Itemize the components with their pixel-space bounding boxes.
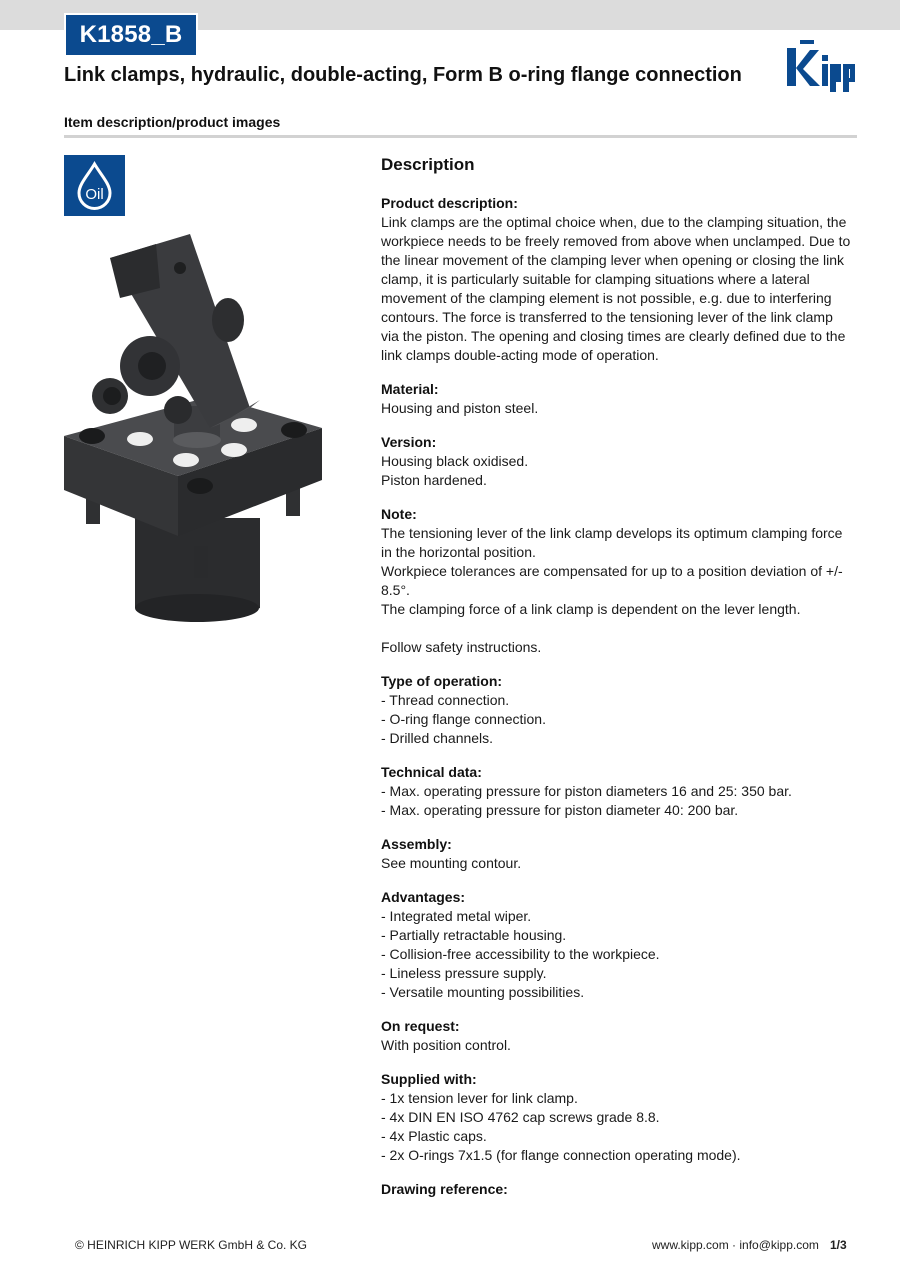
technical-section bbox=[381, 763, 851, 820]
note-line: The tensioning lever of the link clamp develops its optimum clamping force in the horizontal position. bbox=[381, 525, 843, 560]
note-title: Note: bbox=[381, 506, 417, 522]
advantage-line: - Lineless pressure supply. bbox=[381, 965, 547, 981]
section-divider bbox=[64, 135, 857, 138]
technical-line: - Max. operating pressure for piston diameter 40: 200 bar. bbox=[381, 802, 739, 818]
request-title: On request: bbox=[381, 1018, 460, 1034]
supplied-section bbox=[381, 1070, 851, 1165]
kipp-logo bbox=[784, 38, 858, 92]
product-description-text: Link clamps are the optimal choice when, due to the clamping situation, the workpiece needs to be freely removed from above when unclamped. Due to the linear movement of the clamping lever when opening or closing the link clamp, it is particularly suitable for clamping situations where a lateral movement of the clamping element is not possible, e.g. due to interfering contours. The force is transferred to the tensioning lever of the link clamp via the piston. The opening and closing times are clearly defined due to the link clamps double-acting mode of operation. bbox=[381, 214, 851, 363]
oil-drop-icon bbox=[64, 155, 125, 216]
oil-icon-label: Oil bbox=[85, 186, 104, 203]
technical-title: Technical data: bbox=[381, 764, 482, 780]
operation-line: - Drilled channels. bbox=[381, 730, 494, 746]
supplied-line: - 1x tension lever for link clamp. bbox=[381, 1090, 578, 1106]
request-text: With position control. bbox=[381, 1037, 511, 1053]
operation-section bbox=[381, 672, 851, 748]
note-gap bbox=[381, 619, 851, 638]
footer-copyright: © HEINRICH KIPP WERK GmbH & Co. KG bbox=[75, 1238, 307, 1252]
page-title: Link clamps, hydraulic, double-acting, Form B o-ring flange connection bbox=[64, 64, 742, 86]
supplied-line: - 4x Plastic caps. bbox=[381, 1128, 487, 1144]
description-panel bbox=[381, 154, 851, 1214]
assembly-section bbox=[381, 835, 851, 873]
version-line: Piston hardened. bbox=[381, 472, 487, 488]
drawing-title: Drawing reference: bbox=[381, 1181, 508, 1197]
version-line: Housing black oxidised. bbox=[381, 453, 529, 469]
page-number: 1/3 bbox=[830, 1238, 847, 1252]
description-heading: Description bbox=[381, 155, 475, 174]
material-title: Material: bbox=[381, 381, 439, 397]
note-line: Workpiece tolerances are compensated for up to a position deviation of +/- 8.5°. bbox=[381, 563, 843, 598]
advantage-line: - Partially retractable housing. bbox=[381, 927, 567, 943]
advantage-line: - Collision-free accessibility to the workpiece. bbox=[381, 946, 660, 962]
section-label: Item description/product images bbox=[64, 114, 281, 130]
operation-line: - O-ring flange connection. bbox=[381, 711, 546, 727]
material-text: Housing and piston steel. bbox=[381, 400, 539, 416]
drawing-section bbox=[381, 1180, 851, 1199]
advantage-line: - Versatile mounting possibilities. bbox=[381, 984, 585, 1000]
advantages-section bbox=[381, 888, 851, 1002]
operation-line: - Thread connection. bbox=[381, 692, 510, 708]
note-line: The clamping force of a link clamp is dependent on the lever length. bbox=[381, 601, 801, 617]
version-section bbox=[381, 433, 851, 490]
footer-contact[interactable]: www.kipp.com · info@kipp.com bbox=[652, 1238, 819, 1252]
supplied-title: Supplied with: bbox=[381, 1071, 477, 1087]
assembly-text: See mounting contour. bbox=[381, 855, 522, 871]
operation-title: Type of operation: bbox=[381, 673, 503, 689]
request-section bbox=[381, 1017, 851, 1055]
version-title: Version: bbox=[381, 434, 437, 450]
advantage-line: - Integrated metal wiper. bbox=[381, 908, 532, 924]
product-image bbox=[60, 228, 330, 628]
safety-text: Follow safety instructions. bbox=[381, 639, 542, 655]
material-section bbox=[381, 380, 851, 418]
supplied-line: - 4x DIN EN ISO 4762 cap screws grade 8.8. bbox=[381, 1109, 660, 1125]
product-description-title: Product description: bbox=[381, 195, 518, 211]
product-code-badge: K1858_B bbox=[64, 13, 198, 57]
advantages-title: Advantages: bbox=[381, 889, 466, 905]
assembly-title: Assembly: bbox=[381, 836, 452, 852]
supplied-line: - 2x O-rings 7x1.5 (for flange connection operating mode). bbox=[381, 1147, 741, 1163]
note-section bbox=[381, 505, 851, 657]
technical-line: - Max. operating pressure for piston diameters 16 and 25: 350 bar. bbox=[381, 783, 792, 799]
product-description-section bbox=[381, 194, 851, 365]
